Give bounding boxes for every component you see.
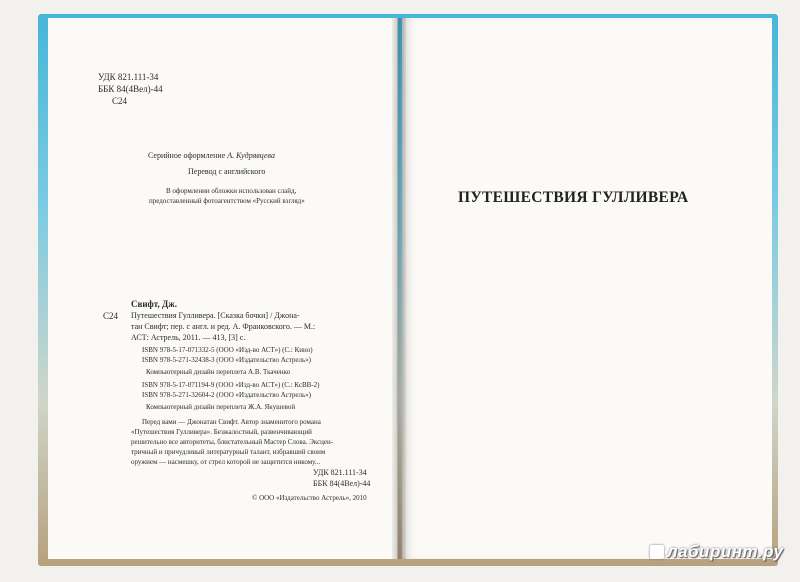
bbk-top: ББК 84(4Вел)-44: [98, 84, 163, 94]
annotation-3: решительно все авторитеты, блистательный Мастер Слова. Эксцен-: [131, 438, 334, 446]
udk-bottom: УДК 821.111-34: [313, 468, 367, 477]
right-page: [402, 18, 772, 559]
bbk-bottom: ББК 84(4Вел)-44: [313, 479, 371, 488]
annotation-1: Перед вами — Джонатан Свифт. Автор знаменитого романа: [142, 418, 321, 426]
cover-note-2: предоставленный фотоагентством «Русский взгляд»: [149, 197, 305, 205]
cover-note-1: В оформлении обложки использован слайд,: [166, 187, 297, 195]
book-spine: [392, 18, 406, 559]
annotation-4: тричный и причудливый литературный талант, избравший своим: [131, 448, 326, 456]
designer-1: Компьютерный дизайн переплета А.В. Ткаченко: [146, 368, 291, 376]
bib-line-2: тан Свифт; пер. с англ. и ред. А. Франковского. — М.:: [131, 322, 316, 331]
copyright: © ООО «Издательство Астрель», 2010: [252, 494, 367, 502]
isbn-2: ISBN 978-5-271-32438-3 (ООО «Издательство Астрель»): [142, 356, 311, 364]
series-design-prefix: Серийное оформление: [148, 151, 228, 160]
series-design: [148, 151, 275, 160]
author: Свифт, Дж.: [131, 299, 177, 309]
left-page: [48, 18, 398, 559]
watermark-text: лабиринт.ру: [667, 542, 784, 561]
labirint-watermark: [650, 542, 784, 562]
bib-line-3: АСТ: Астрель, 2011. — 413, [3] с.: [131, 333, 246, 342]
translation-note: Перевод с английского: [188, 167, 266, 176]
isbn-1: ISBN 978-5-17-071332-5 (ООО «Изд-во АСТ») (С.: Кино): [142, 346, 313, 354]
code-left: С24: [103, 311, 119, 321]
code-top: С24: [112, 96, 128, 106]
bib-line-1: Путешествия Гулливера. [Сказка бочки] / Джона-: [131, 311, 300, 320]
annotation-5: оружием — насмешку, от стрел которой не защитится никому...: [131, 458, 321, 466]
labirint-logo-icon: [650, 545, 664, 559]
udk-top: УДК 821.111-34: [98, 72, 159, 82]
isbn-3: ISBN 978-5-17-071194-9 (ООО «Изд-во АСТ») (С.: КсВВ-2): [142, 381, 320, 389]
isbn-4: ISBN 978-5-271-32604-2 (ООО «Издательство Астрель»): [142, 391, 311, 399]
annotation-2: «Путешествия Гулливера». Безжалостный, развенчивающий: [131, 428, 312, 436]
designer-2: Компьютерный дизайн переплета Ж.А. Якушевой: [146, 403, 296, 411]
series-design-name: А. Кудрявцева: [227, 151, 275, 160]
book-title: ПУТЕШЕСТВИЯ ГУЛЛИВЕРА: [458, 189, 689, 206]
